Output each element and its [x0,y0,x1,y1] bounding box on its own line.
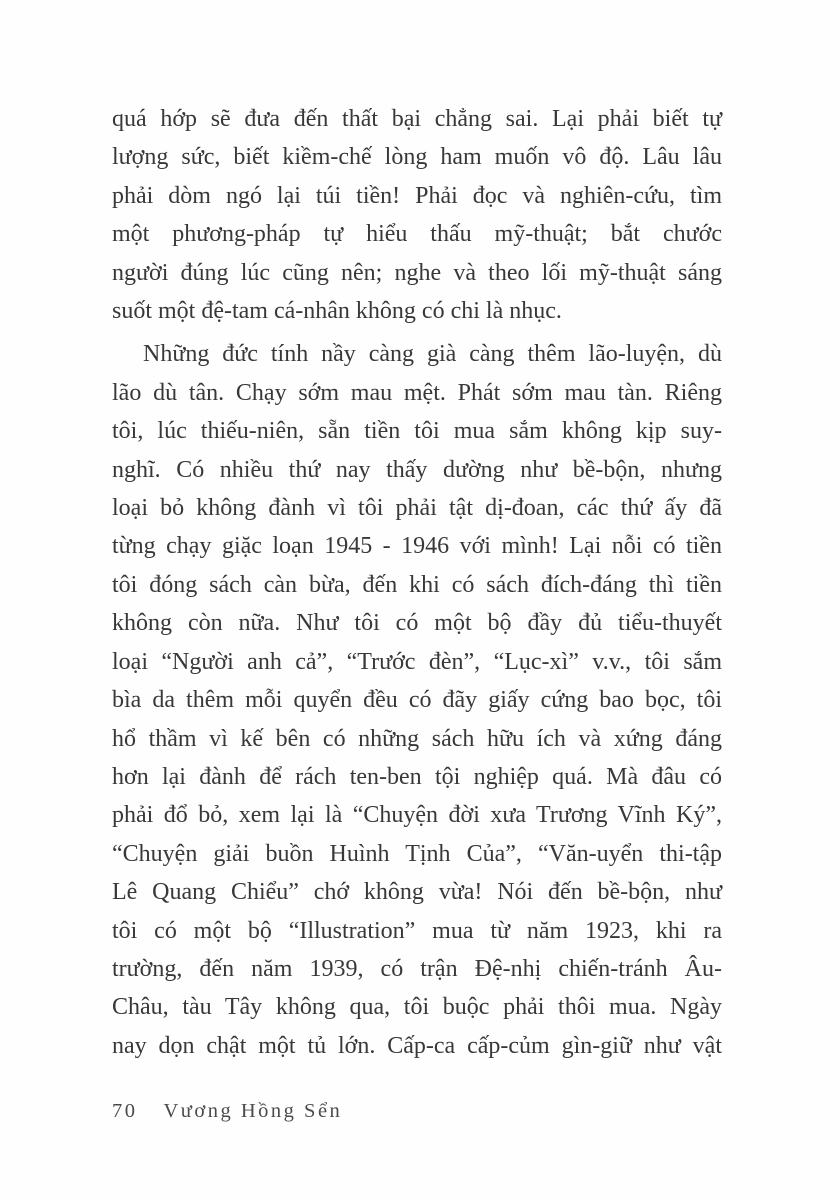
text-line: hổ thầm vì kế bên có những sách hữu ích và xứng đáng [112,725,722,752]
text-line: loại “Người anh cả”, “Trước đèn”, “Lục-xì” v.v., tôi sắm [112,648,722,675]
text-line: Lê Quang Chiểu” chớ không vừa! Nói đến bề-bộn, như [112,879,722,906]
text-line: tôi, lúc thiếu-niên, sẵn tiền tôi mua sắm không kịp suy- [112,418,722,445]
text-line: không còn nữa. Như tôi có một bộ đầy đủ tiểu-thuyết [112,610,722,637]
text-line: một phương-pháp tự hiểu thấu mỹ-thuật; bắt chước [112,221,722,248]
text-line: trường, đến năm 1939, có trận Đệ-nhị chiến-tránh Âu- [112,955,722,982]
text-line: nay dọn chật một tủ lớn. Cấp-ca cấp-củm gìn-giữ như vật [112,1032,722,1059]
text-line: hơn lại đành để rách ten-ben tội nghiệp quá. Mà đâu có [112,763,722,790]
text-line: bìa da thêm mỗi quyển đều có đãy giấy cứng bao bọc, tôi [112,687,722,714]
text-line: phải đổ bỏ, xem lại là “Chuyện đời xưa Trương Vĩnh Ký”, [112,802,722,829]
text-line: “Chuyện giải buồn Huình Tịnh Của”, “Văn-uyển thi-tập [112,840,722,867]
text-line: phải dòm ngó lại túi tiền! Phải đọc và nghiên-cứu, tìm [112,182,722,209]
text-line: suốt một đệ-tam cá-nhân không có chi là nhục. [112,298,562,325]
text-line: quá hớp sẽ đưa đến thất bại chẳng sai. Lại phải biết tự [112,106,722,132]
text-line: Những đức tính nầy càng già càng thêm lão-luyện, dù [143,341,722,368]
page-number: 70 [112,1100,138,1122]
text-line: tôi có một bộ “Illustration” mua từ năm 1923, khi ra [112,917,722,944]
text-line: loại bỏ không đành vì tôi phải tật dị-đoan, các thứ ấy đã [112,495,722,522]
text-line: nghĩ. Có nhiều thứ nay thấy dường như bề-bộn, nhưng [112,456,722,483]
text-line: người đúng lúc cũng nên; nghe và theo lối mỹ-thuật sáng [112,259,722,286]
page-body-text [112,100,722,1065]
paragraph [112,100,722,330]
text-line: Châu, tàu Tây không qua, tôi buộc phải thôi mua. Ngày [112,994,722,1021]
text-line: từng chạy giặc loạn 1945 - 1946 với mình! Lại nỗi có tiền [112,533,722,560]
text-line: lão dù tân. Chạy sớm mau mệt. Phát sớm mau tàn. Riêng [112,379,722,406]
page-footer [112,1100,722,1123]
running-footer-author: Vương Hồng Sển [163,1100,343,1122]
text-line: tôi đóng sách càn bừa, đến khi có sách đích-đáng thì tiền [112,571,722,598]
paragraph [112,335,722,1065]
text-line: lượng sức, biết kiềm-chế lòng ham muốn vô độ. Lâu lâu [112,144,722,171]
